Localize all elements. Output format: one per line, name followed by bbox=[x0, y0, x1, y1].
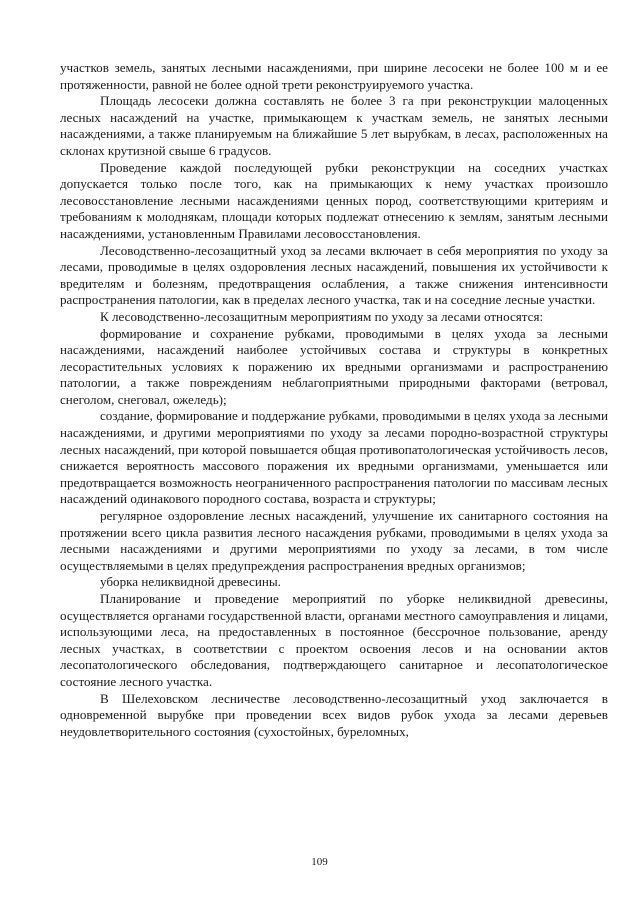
document-page bbox=[60, 60, 608, 740]
list-item-creation: создание, формирование и поддержание рубками, проводимыми в целях ухода за лесными насаждениями, и другими мероприятиями по уходу за лесами породно-возрастной структуры лесных насаждений, при которой повышается общая противопатологическая устойчивость лесов, снижается вероятность массового поражения их вредными организмами, уменьшается или предотвращается возможность неограниченного распространения патологии по массивам лесных насаждений одинакового породного состава, возраста и структуры; bbox=[60, 408, 608, 507]
list-item-sanitation: регулярное оздоровление лесных насаждений, улучшение их санитарного состояния на протяжении всего цикла развития лесного насаждения рубками, проводимыми в целях ухода за лесными насаждениями и другими мероприятиями по уходу за лесами, в том числе осуществляемыми в целях предупреждения распространения вредных организмов; bbox=[60, 508, 608, 573]
paragraph-forest-care-definition: Лесоводственно-лесозащитный уход за лесами включает в себя мероприятия по уходу за лесами, проводимые в целях оздоровления лесных насаждений, повышения их устойчивости к вредителям и болезням, предотвращения ослабления, а также снижения интенсивности распространения патологии, как в пределах лесного участка, так и на соседние лесные участки. bbox=[60, 242, 608, 308]
paragraph-shelekhov: В Шелеховском лесничестве лесоводственно-лесозащитный уход заключается в одновременной вырубке при проведении всех видов рубок ухода за лесами деревьев неудовлетворительного состояния (сухостойных, буреломных, bbox=[60, 690, 608, 739]
paragraph-logging-area: Площадь лесосеки должна составлять не более 3 га при реконструкции малоценных лесных насаждений на участке, примыкающем к участкам земель, не занятых лесными насаждениями, а также планируемым на ближайшие 5 лет вырубкам, в лесах, расположенных на склонах крутизной свыше 6 градусов. bbox=[60, 93, 608, 158]
paragraph-subsequent-felling: Проведение каждой последующей рубки реконструкции на соседних участках допускается только после того, как на примыкающих к нему участках произошло лесовосстановление лесными насаждениями ценных пород, соответствующими критериям и требованиям к молоднякам, площади которых подлежат отнесению к землям, занятым лесными насаждениями, установленным Правилами лесовосстановления. bbox=[60, 159, 608, 241]
paragraph-continuation: участков земель, занятых лесными насаждениями, при ширине лесосеки не более 100 м и ее протяженности, равной не более одной трети реконструируемого участка. bbox=[60, 60, 608, 92]
paragraph-measures-intro: К лесоводственно-лесозащитным мероприятиям по уходу за лесами относятся: bbox=[100, 308, 544, 324]
list-item-formation: формирование и сохранение рубками, проводимыми в целях ухода за лесными насаждениями, насаждений наиболее устойчивых состава и структуры в конкретных лесорастительных условиях к поражению их вредными организмами и распространению патологии, а также повреждениям неблагоприятными природными факторами (ветровал, снеголом, снеговал, ожеледь); bbox=[60, 325, 608, 407]
paragraph-planning: Планирование и проведение мероприятий по уборке неликвидной древесины, осуществляется органами государственной власти, органами местного самоуправления и лицами, использующими леса, на предоставленных в постоянное (бессрочное пользование, аренду лесных участках, в соответствии с проектом освоения лесов и на основании актов лесопатологического обследования, подтверждающего санитарное и лесопатологическое состояние лесного участка. bbox=[60, 591, 608, 689]
page-number: 109 bbox=[311, 856, 328, 868]
list-item-wood-removal: уборка неликвидной древесины. bbox=[100, 574, 281, 590]
